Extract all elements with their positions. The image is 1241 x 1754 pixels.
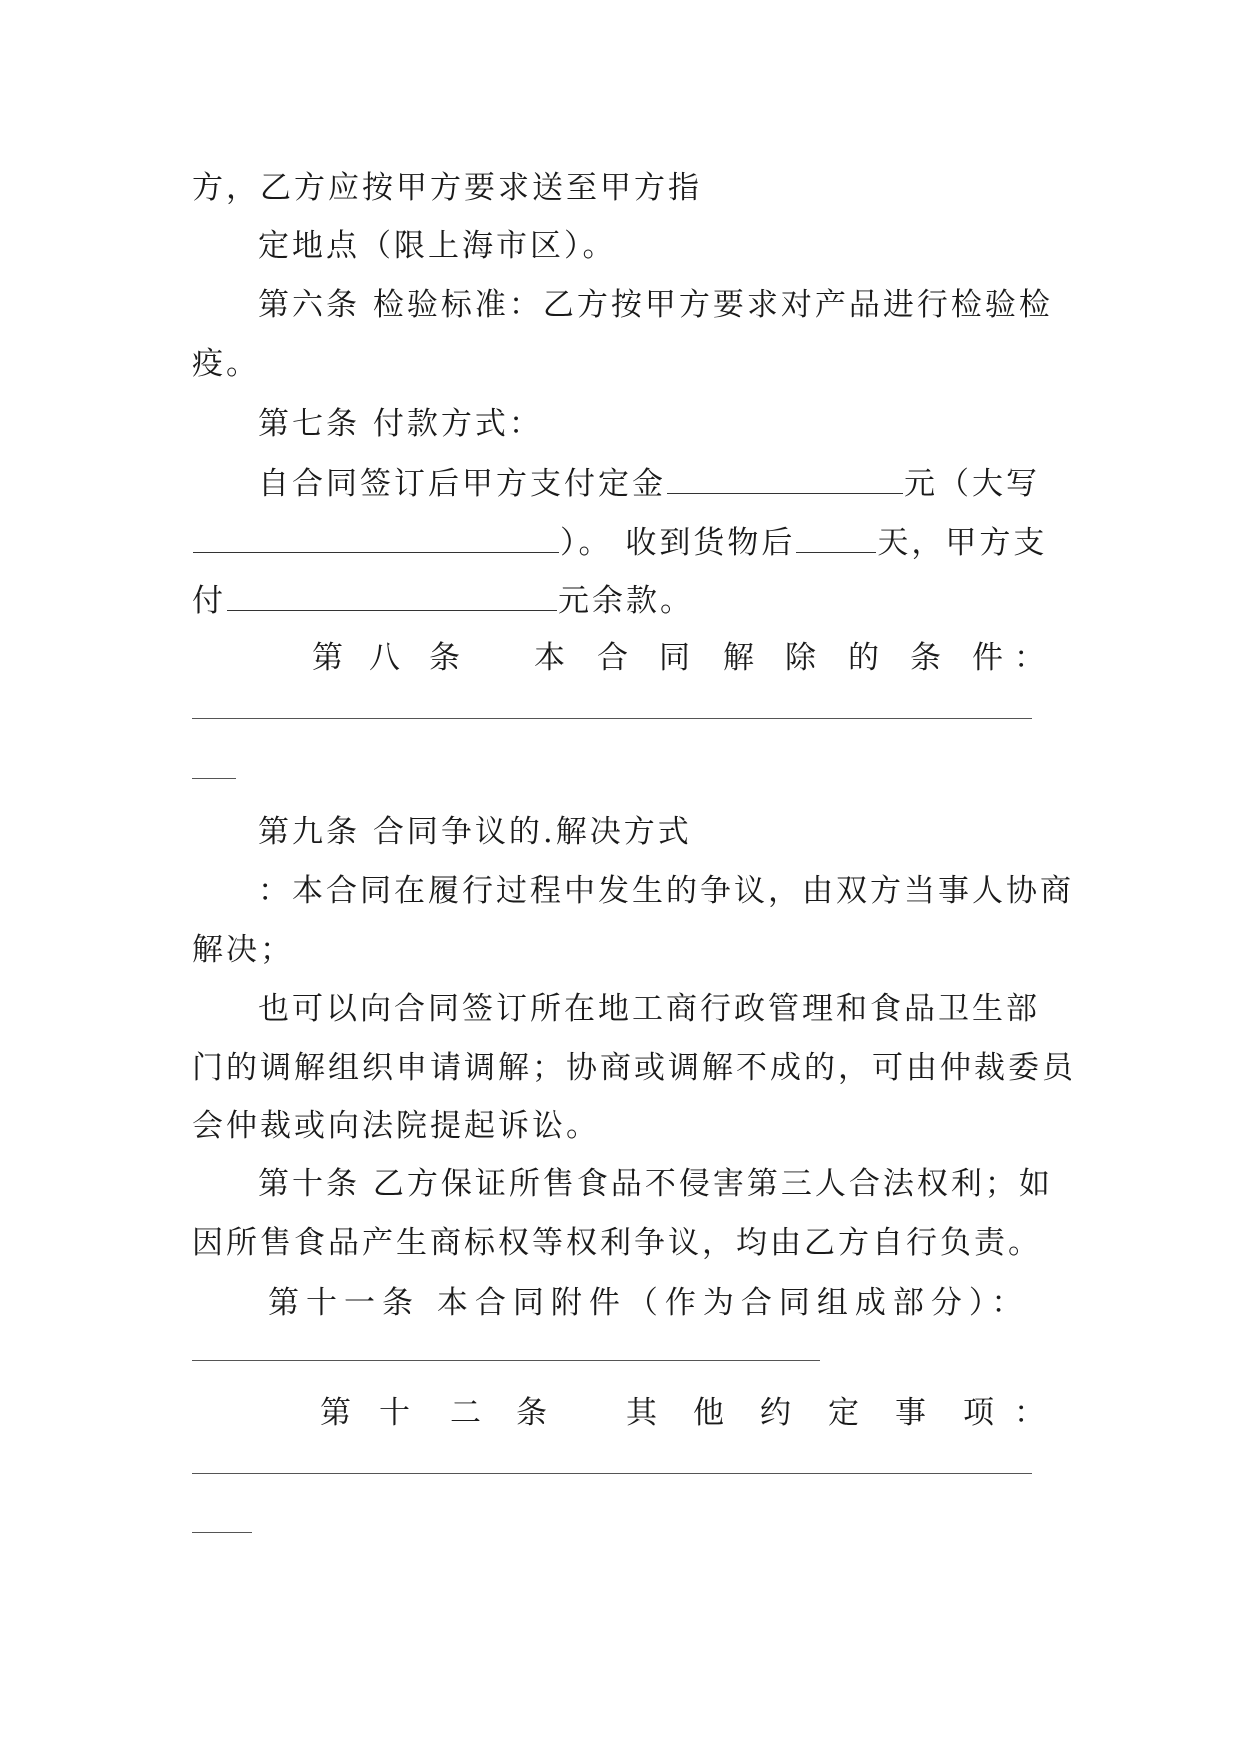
char: 第 [312,640,343,676]
article-11-heading: 第十一条 本合同附件（作为合同组成部分）： [268,1285,1030,1321]
text-line: 疫。 [192,346,260,382]
delivery-text: ）。 收到货物后 [560,525,796,561]
char: 定 [828,1395,859,1431]
char: 本 [534,640,565,676]
char: ： [1014,1395,1045,1431]
char: 的 [848,640,879,676]
char: 项 [963,1395,994,1431]
char: 解 [723,640,754,676]
char: 其 [626,1395,657,1431]
days-blank [796,522,876,553]
char: 他 [693,1395,724,1431]
article-12-blank-line [192,1473,1032,1474]
article-8-blank-line [192,718,1032,719]
char: 条 [516,1395,547,1431]
char: 同 [659,640,690,676]
char: ： [1014,640,1045,676]
char: 二 [450,1395,481,1431]
char: 八 [369,640,400,676]
text-line: 定地点（限上海市区）。 [258,228,617,264]
char: 件 [972,640,1003,676]
text-line: 因所售食品产生商标权等权利争议，均由乙方自行负责。 [192,1225,1042,1261]
char: 条 [429,640,460,676]
deposit-amount-blank [667,463,903,494]
article-8-blank-line-end [192,778,236,779]
article-6-line: 第六条 检验标准：乙方按甲方要求对产品进行检验检 [258,287,1053,323]
char: 约 [760,1395,791,1431]
text-line: ：本合同在履行过程中发生的争议，由双方当事人协商 [258,873,1074,909]
article-7-heading: 第七条 付款方式： [258,406,543,442]
char: 合 [597,640,628,676]
article-10-line: 第十条 乙方保证所售食品不侵害第三人合法权利；如 [258,1166,1053,1202]
article-9-heading: 第九条 合同争议的.解决方式 [258,814,692,850]
char: 第 [320,1395,351,1431]
balance-amount-blank [227,580,557,611]
char: 条 [910,640,941,676]
char: 事 [895,1395,926,1431]
balance-line [192,580,694,621]
deposit-text: 自合同签订后甲方支付定金 [258,466,666,502]
text-line: 方，乙方应按甲方要求送至甲方指 [192,170,702,206]
text-line: 门的调解组织申请调解；协商或调解不成的，可由仲裁委员 [192,1050,1076,1086]
text-line: 解决； [192,932,294,968]
article-12-blank-line-end [192,1532,252,1533]
deposit-line [258,463,1040,504]
text-line: 也可以向合同签订所在地工商行政管理和食品卫生部 [258,991,1040,1027]
deposit-text-2: 元（大写 [904,466,1040,502]
delivery-line [192,522,1047,563]
text-line: 会仲裁或向法院提起诉讼。 [192,1108,600,1144]
balance-text-2: 元余款。 [558,583,694,619]
delivery-text-2: 天，甲方支 [877,525,1048,561]
article-11-blank-line [192,1360,820,1361]
char: 十 [379,1395,410,1431]
amount-capital-blank [193,522,559,553]
char: 除 [785,640,816,676]
balance-text: 付 [192,583,226,619]
